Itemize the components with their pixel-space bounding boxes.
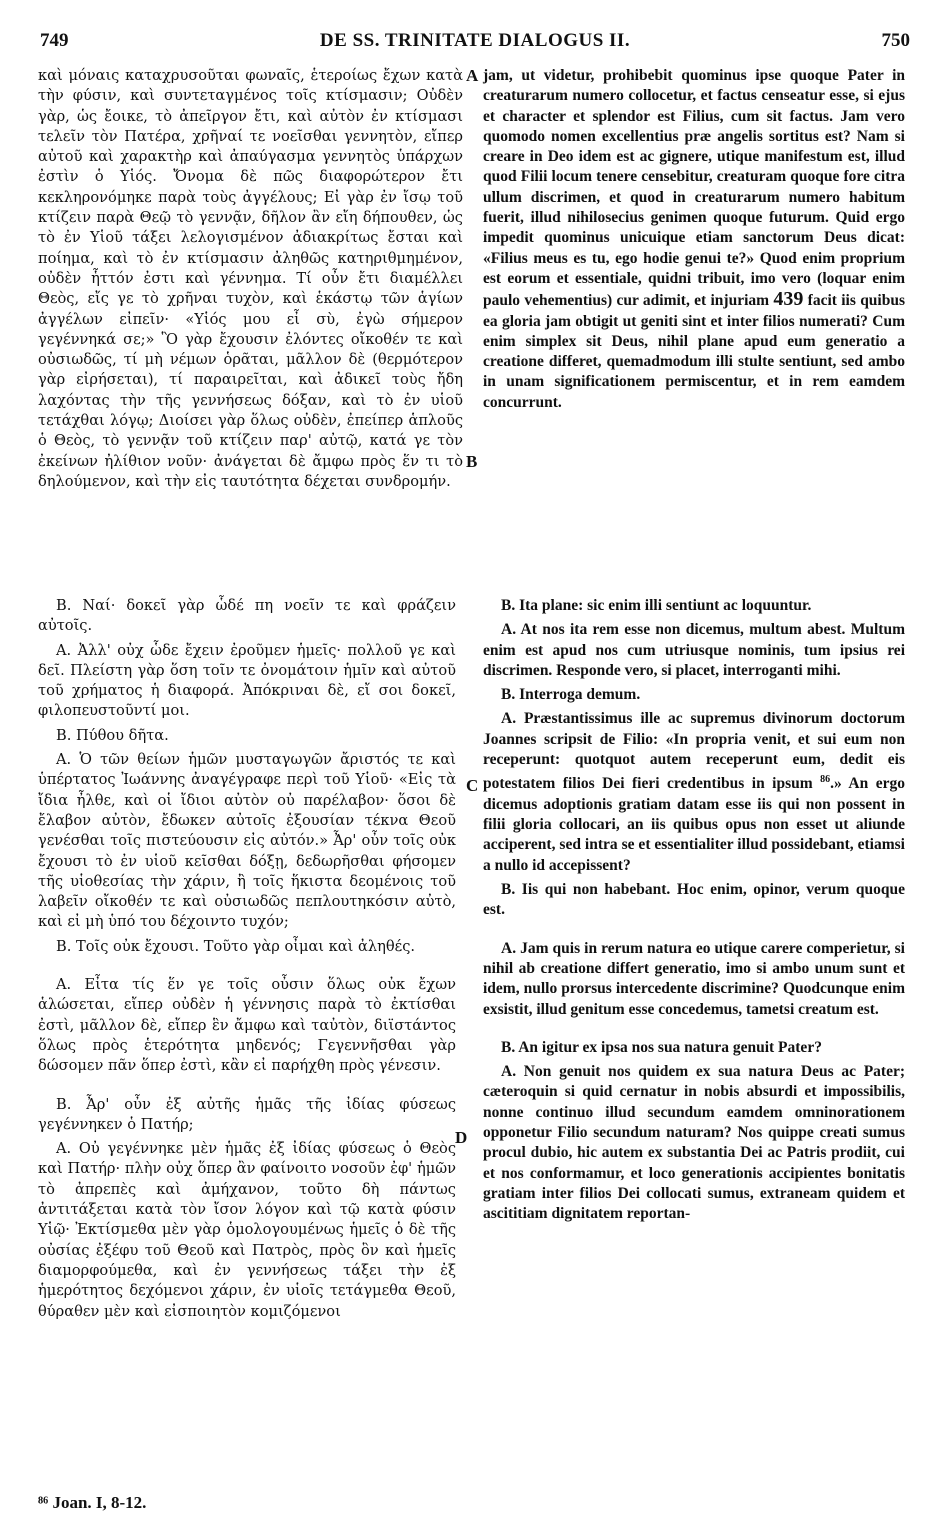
latin-speech: B. Interroga demum. <box>501 686 641 704</box>
inline-page-number: 439 <box>773 288 804 311</box>
latin-speech: B. An igitur ex ipsa nos sua natura genuit Pater? <box>501 1038 822 1056</box>
footnote-ref: 86 <box>820 774 831 786</box>
page-title: DE SS. TRINITATE DIALOGUS II. <box>319 30 631 51</box>
latin-column-top <box>483 66 905 413</box>
latin-speech: A. Non genuit nos quidem ex sua natura Deus ac Pater; cæteroquin si quid cernatur in nobis absurdi et impossibilis, nonne continuo illud secundum eamdem omninorationem opponetur Filio secundum naturam? Nos quippe creati sumus procul dubio, hic autem ex substantia Dei ac Patris prodiit, cui et nos conformamur, et loco generationis accipientes bonitatis gratiam inter filios Dei collocati sumus, extraneam quidem et ascititiam dignitatem reportan- <box>483 1063 905 1223</box>
page-number-left: 749 <box>40 30 69 51</box>
greek-column-top <box>38 66 463 492</box>
greek-speech: Β. Ναί· δοκεῖ γὰρ ὧδέ πη νοεῖν τε καὶ φράζειν αὐτοῖς. <box>38 597 456 635</box>
greek-speech: Α. Εἶτα τίς ἕν γε τοῖς οὖσιν ὅλως οὐκ ἔχων ἁλώσεται, εἴπερ οὐδὲν ἡ γέννησις παρὰ τὸ ἐκτίσθαι ἐστὶ, μᾶλλον δὲ, εἴπερ ἓν ἄμφω καὶ ταὐτὸν, διϊστάντος ὅλως πρὸς ἑτερότητα μηδενός; Γεγεννῆσθαι γὰρ δώσομεν πᾶν ὅπερ ἐστὶ, κἂν εἰ παρήχθη πρὸς γένεσιν. <box>38 976 456 1075</box>
margin-marker-d: D <box>455 1128 468 1147</box>
greek-speech: Α. Οὐ γεγέννηκε μὲν ἡμᾶς ἐξ ἰδίας φύσεως ὁ Θεὸς καὶ Πατήρ· πλὴν οὐχ ὅπερ ἂν φαίνοιτο νοσοῦν ἐφ' ἡμῶν τὸ ἀπρεπὲς καὶ ἀμήχανον, τοῦτο δὴ πάντως ἀντιτάξεται κατὰ τὸν ἴσον λόγον καὶ τῷ κατὰ φύσιν Υἱῷ· Ἐκτίσμεθα μὲν γὰρ ὁμολογουμένως ἡμεῖς ὁ δὲ τῆς οὐσίας ἐξέφυ τοῦ Θεοῦ καὶ Πατρὸς, πρὸς ὃν καὶ ἡμεῖς διαμορφούμεθα, καὶ ἐν γεννήσεως τάξει τὴν ἐξ ἡμερότητος δεχόμενοι χάριν, ἐν υἱοῖς τετάγμεθα Θεοῦ, θύραθεν μὲν καὶ εἰσποιητὸν κομιζόμενοι <box>38 1140 456 1320</box>
latin-speech: B. Iis qui non habebant. Hoc enim, opinor, verum quoque est. <box>483 881 905 919</box>
margin-marker-c: C <box>466 776 479 795</box>
greek-paragraph: καὶ μόναις καταχρυσοῦται φωναῖς, ἑτεροίως ἔχων κατὰ τὴν φύσιν, καὶ συντεταγμένος τοῖς κτίσμασιν; Οὐδὲν γὰρ, ὡς ἔοικε, τὸ ἀπεῖργον ἔτι, καὶ αὐτὸν ἐν κτίσμασι τελεῖν τὸν Πατέρα, χρῆναί τε νοεῖσθαι γεννητὸν, εἴπερ αὐτοῦ καὶ χαρακτὴρ καὶ ἀπαύγασμα γεννητὸς ὑπάρχων ἐστὶν ὁ Υἱός. Ὄνομα δὲ πῶς διαφορώτερον ἔτι κεκληρονόμηκε παρὰ τοὺς ἀγγέλους; Εἰ γὰρ ἐν ἴσῳ τοῦ κτίζειν παρὰ Θεῷ τὸ γεννᾷν, δῆλον ἂν εἴη δήπουθεν, ὡς τὸ ἐν Υἱοῦ τάξει λελογισμένον ἀδιακρίτως ἔσται καὶ ποίημα, καὶ τὸ ἐν κτίσμασιν ἀληθῶς κατηριθμημένον, οὐδὲν ἧττόν ἐστι καὶ γέννημα. Τί οὖν ἔτι διαμέλλει Θεὸς, εἴς γε τὸ χρῆναι τυχὸν, καὶ ἑκάστῳ τῶν ἁγίων ἀγγέλων εἰπεῖν· «Υἱός μου εἶ σὺ, ἐγὼ σήμερον γεγέννηκά σε;» Ὃ γὰρ ἔχουσιν ἐλόντες οἴκοθέν τε καὶ οὐσιωδῶς, τί μὴ νέμων ὁρᾶται, μᾶλλον δὲ (θερμότερον γὰρ εἰρήσεται), τί παραιρεῖται, καὶ ἀδικεῖ τοὺς ἤδη λαχόντας τὴν τῆς γεννήσεως δόξαν, καὶ τὸ ἐν υἱοῦ τετάχθαι λόγῳ; Διοίσει γὰρ ὅλως οὐδὲν, ἐπείπερ ἁπλοῦς ὁ Θεὸς, τὸ γεννᾷν τοῦ κτίζειν παρ' αὐτῷ, κατά γε τὸν ἐκείνων ἠλίθιον νοῦν· ἀνάγεται δὲ ἄμφω πρὸς ἕν τι τὸ δηλούμενον, καὶ τὴν εἰς ταυτότητα δέχεται συνδρομήν. <box>38 67 463 490</box>
latin-speech: B. Ita plane: sic enim illi sentiunt ac loquuntur. <box>501 597 812 614</box>
greek-column-dialogue <box>38 596 456 1322</box>
greek-speech: Β. Τοῖς οὐκ ἔχουσι. Τοῦτο γὰρ οἶμαι καὶ ἀληθές. <box>56 937 416 955</box>
margin-marker-a: A <box>466 66 479 85</box>
greek-speech: Β. Ἆρ' οὖν ἐξ αὐτῆς ἡμᾶς τῆς ἰδίας φύσεως γεγέννηκεν ὁ Πατήρ; <box>38 1095 456 1133</box>
footnote: ⁸⁶ Joan. I, 8-12. <box>38 1493 147 1512</box>
latin-speech: A. Præstantissimus ille ac supremus divinorum doctorum Joannes scripsit de Filio: «In propria venit, et sui eum non receperunt: quotquot autem receperunt eum, dedit eis potestatem filios Dei fieri credentibus in ipsum $^{86}$.» An ergo dicemus adoptionis gratiam datam esse iis qui non possent in filii gloria collocari, an iis quibus opus non esset ut aliunde acciperent, sed intra se et essentialiter illud possidebant, etiamsi a nullo id accepissent? <box>483 710 905 874</box>
running-header <box>40 30 910 54</box>
greek-speech: Α. Ἀλλ' οὐχ ὧδε ἔχειν ἐροῦμεν ἡμεῖς· πολλοῦ γε καὶ δεῖ. Πλείστη γὰρ ὅση τοῖν τε ὀνομάτοιν ἡμῖν καὶ αὐτοῦ τοῦ χρήματος ἡ διαφορά. Ἀπόκριναι δὲ, εἴ σοι δοκεῖ, φιλοπευστοῦντί μοι. <box>38 641 456 720</box>
greek-speech: Β. Πύθου δῆτα. <box>56 726 169 744</box>
latin-speech: A. At nos ita rem esse non dicemus, multum abest. Multum enim est apud nos cum utriusque nominis, tum ipsius rei discrimen. Responde vero, si placet, interroganti mihi. <box>483 621 905 679</box>
latin-speech: A. Jam quis in rerum natura eo utique carere comperietur, si nihil ab creatione differt generatio, imo si ambo unum sunt et idem, nullo prorsus intercedente discrimine? Quodcunque enim exsistit, illud genitum esse concedemus, tametsi creatum est. <box>483 939 905 1018</box>
page-number-right: 750 <box>881 30 910 51</box>
latin-paragraph: jam, ut videtur, prohibebit quominus ipse quoque Pater in creaturarum numero collocetur, et factus censeatur esse, si ejus et character et splendor est Filius, cum sit factus. Jam vero quomodo nomen excellentius præ angelis sortitus est? Nam si creare in Deo idem est ac gignere, utique manifestum est, illud quod Filii locum tenere censebitur, creaturam quoque fore citra ullum discrimen, et quod in creaturarum numero habitum fuerit, illud nihilosecius genimen quoque futurum. Quid ergo impedit quominus unicuique etiam sanctorum Deus dicat: «Filius meus es tu, ego hodie genui te?» Quod enim proprium est eorum et essentiale, quidni tribuit, imo vero (loquar enim paulo vehementius) cur adimit, et injuriam 439 facit iis quibus ea gloria jam obtigit ut geniti sint et inter filios numerati? Cum enim simplex sit Deus, nihil plane apud eum generatio a creatione differet, quemadmodum illi stulte sentiunt, sed ambo in unam significationem permiscentur, et in rem eamdem concurrunt. <box>483 67 906 411</box>
latin-column-dialogue <box>483 596 905 1224</box>
greek-speech: Α. Ὁ τῶν θείων ἡμῶν μυσταγωγῶν ἄριστός τε καὶ ὑπέρτατος Ἰωάννης ἀναγέγραφε περὶ τοῦ Υἱοῦ· «Εἰς τὰ ἴδια ἦλθε, καὶ οἱ ἴδιοι αὐτὸν οὐ παρέλαβον· ὅσοι δὲ ἔλαβον αὐτὸν, ἔδωκεν αὐτοῖς ἐξουσίαν τέκνα Θεοῦ γενέσθαι τοῖς πιστεύουσιν εἰς αὐτόν.» Ἆρ' οὖν τοῖς οὐκ ἔχουσι τὸ ἐν υἱοῦ κεῖσθαι δόξῃ, δεδωρῆσθαι φήσομεν τῆς υἱοθεσίας τὴν χάριν, ἢ τοῖς ἥκιστα δεομένοις τοῦ λαβεῖν οἴκοθέν τε καὶ οὐσιωδῶς πεπλουτηκόσιν αὐτὸ, καὶ εἰ μὴ ὑπό του δέχοιντο τυχόν; <box>38 751 456 931</box>
margin-marker-b: B <box>466 452 478 471</box>
